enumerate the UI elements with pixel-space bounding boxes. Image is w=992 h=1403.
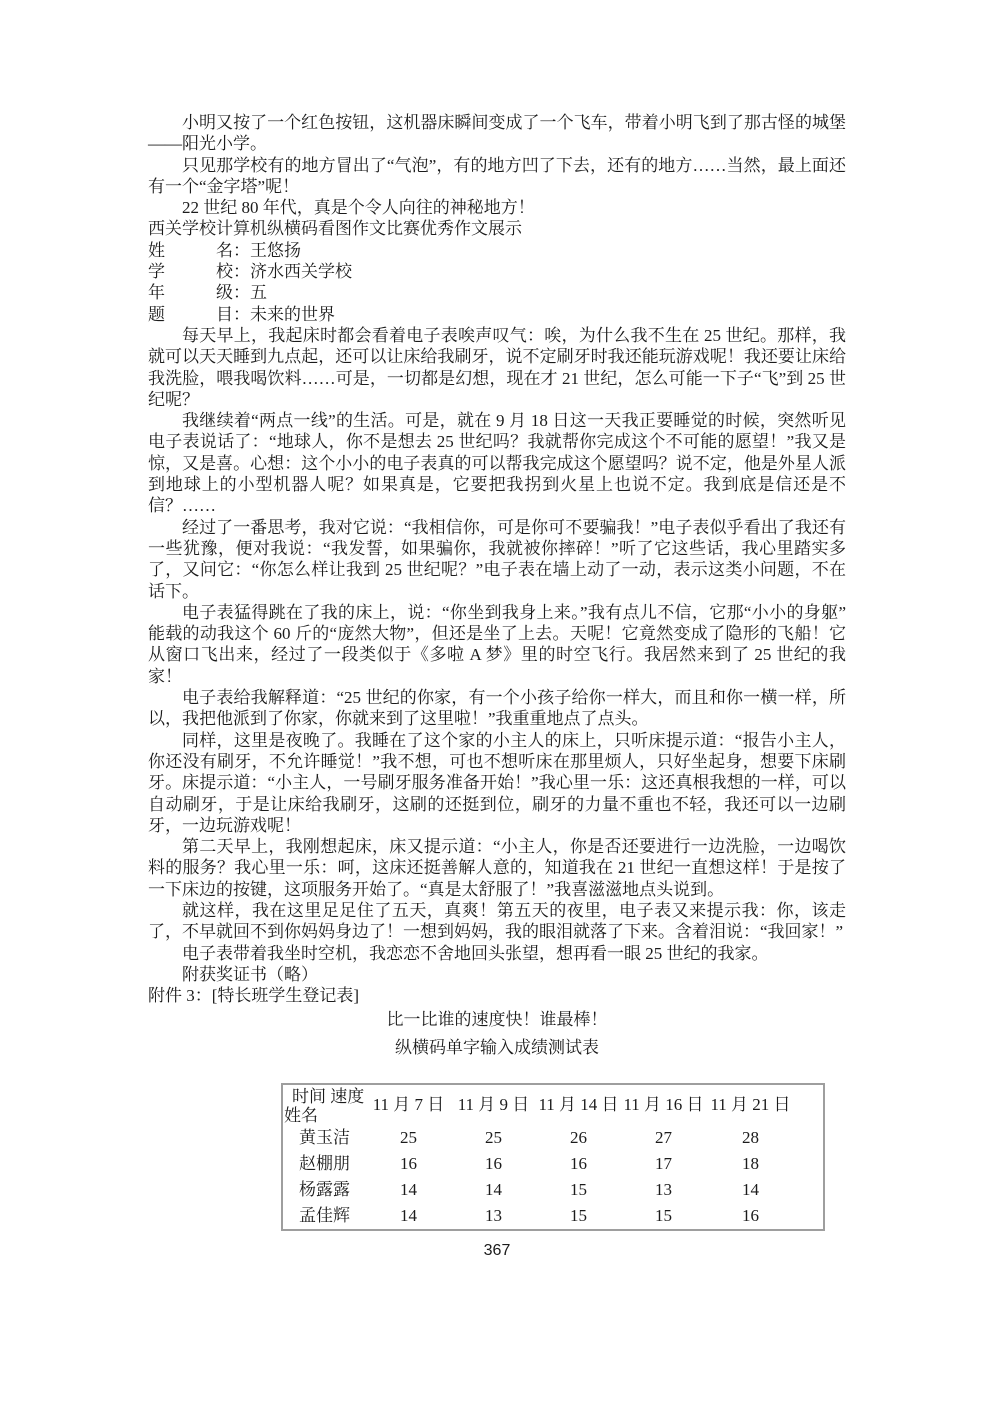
date-column-header: 11 月 21 日 — [710, 1095, 791, 1115]
showcase-title-line: 西关学校计算机纵横码看图作文比赛优秀作文展示 — [148, 219, 522, 239]
score-cell: 16 — [742, 1206, 759, 1226]
essay-paragraph: 经过了一番思考，我对它说：“我相信你，可是你可不要骗我！”电子表似乎看出了我还有一些犹豫，便对我说：“我发誓，如果骗你，我就被你摔碎！”听了它这些话，我心里踏实多了，又问它：“你怎么样让我到 25 世纪呢？”电子表在墙上动了一动，表示这类小问题，不在话下。 — [148, 517, 846, 601]
document-content — [148, 112, 846, 1261]
essay-paragraph: 电子表给我解释道：“25 世纪的你家，有一个小孩子给你一样大，而且和你一横一样，所以，我把他派到了你家，你就来到了这里啦！”我重重地点了点头。 — [148, 688, 846, 729]
score-cell: 27 — [655, 1128, 672, 1148]
essay-paragraph: 电子表带着我坐时空机，我恋恋不舍地回头张望，想再看一眼 25 世纪的我家。 — [182, 943, 769, 963]
student-name-cell: 杨露露 — [299, 1180, 350, 1200]
essay-paragraph: 每天早上，我起床时都会看着电子表唉声叹气：唉，为什么我不生在 25 世纪。那样，我就可以天天睡到九点起，还可以让床给我刷牙，说不定刷牙时我还能玩游戏呢！我还要让床给我洗脸，喂我喝饮料……可是，一切都是幻想，现在才 21 世纪，怎么可能一下子“飞”到 25 世纪呢？ — [148, 325, 846, 409]
essay-paragraph: 我继续着“两点一线”的生活。可是，就在 9 月 18 日这一天我正要睡觉的时候，突然听见电子表说话了：“地球人，你不是想去 25 世纪吗？我就帮你完成这个不可能的愿望！”我又是惊，又是喜。心想：这个小小的电子表真的可以帮我完成这个愿望吗？说不定，他是外星人派到地球上的小型机器人呢？如果真是，它要把我拐到火星上也说不定。我到底是信还是不信？…… — [148, 411, 846, 516]
score-cell: 15 — [570, 1206, 587, 1226]
student-name-cell: 孟佳辉 — [299, 1206, 350, 1226]
score-cell: 16 — [570, 1154, 587, 1174]
meta-line-grade: 年 级：五 — [148, 283, 267, 303]
meta-line-name: 姓 名：王悠扬 — [148, 240, 301, 260]
score-cell: 13 — [655, 1180, 672, 1200]
page-number: 367 — [483, 1242, 511, 1260]
speed-contest-slogan: 比一比谁的速度快！谁最棒！ — [386, 1010, 608, 1030]
essay-paragraph: 小明又按了一个红色按钮，这机器床瞬间变成了一个飞车，带着小明飞到了那古怪的城堡——阳光小学。 — [148, 113, 846, 154]
score-table-header-row — [282, 1084, 824, 1125]
essay-paragraph: 同样，这里是夜晚了。我睡在了这个家的小主人的床上，只听床提示道：“报告小主人，你还没有刷牙，不允许睡觉！”我不想，可也不想听床在那里烦人，只好坐起身，想要下床刷牙。床提示道：“小主人，一号刷牙服务准备开始！”我心里一乐：这还真根我想的一样，可以自动刷牙，于是让床给我刷牙，这刷的还挺到位，刷牙的力量不重也不轻，我还可以一边刷牙，一边玩游戏呢！ — [148, 730, 846, 835]
corner-header-cell — [282, 1084, 366, 1125]
date-column-header: 11 月 7 日 — [372, 1095, 445, 1115]
score-cell: 14 — [742, 1180, 759, 1200]
score-cell: 25 — [485, 1128, 502, 1148]
student-name-cell: 黄玉洁 — [299, 1128, 350, 1148]
score-cell: 28 — [742, 1128, 759, 1148]
score-cell: 14 — [400, 1206, 417, 1226]
score-cell: 17 — [655, 1154, 672, 1174]
score-table — [281, 1083, 825, 1231]
corner-header-time-speed: 时间 速度 — [292, 1087, 365, 1107]
table-row — [282, 1203, 824, 1230]
score-cell: 13 — [485, 1206, 502, 1226]
score-cell: 14 — [485, 1180, 502, 1200]
attachment3-line: 附件 3：[特长班学生登记表] — [148, 986, 360, 1006]
date-column-header: 11 月 9 日 — [457, 1095, 530, 1115]
score-table-title: 纵横码单字输入成绩测试表 — [395, 1037, 599, 1057]
meta-line-topic: 题 目：未来的世界 — [148, 304, 335, 324]
essay-paragraph: 22 世纪 80 年代，真是个令人向往的神秘地方！ — [182, 198, 535, 218]
score-cell: 15 — [655, 1206, 672, 1226]
student-name-cell: 赵棚朋 — [299, 1154, 350, 1174]
score-cell: 15 — [570, 1180, 587, 1200]
score-cell: 18 — [742, 1154, 759, 1174]
corner-header-name: 姓名 — [284, 1106, 318, 1126]
score-cell: 16 — [485, 1154, 502, 1174]
score-cell: 25 — [400, 1128, 417, 1148]
meta-line-school: 学 校：济水西关学校 — [148, 262, 352, 282]
table-row — [282, 1151, 824, 1177]
date-column-header: 11 月 16 日 — [623, 1095, 704, 1115]
score-cell: 16 — [400, 1154, 417, 1174]
essay-paragraph: 就这样，我在这里足足住了五天，真爽！第五天的夜里，电子表又来提示我：你，该走了，不早就回不到你妈妈身边了！一想到妈妈，我的眼泪就落了下来。含着泪说：“我回家！” — [148, 900, 846, 942]
essay-paragraph: 第二天早上，我刚想起床，床又提示道：“小主人，你是否还要进行一边洗脸，一边喝饮料的服务？我心里一乐：呵，这床还挺善解人意的，知道我在 21 世纪一直想这样！于是按了一下床边的按键，这项服务开始了。“真是太舒服了！”我喜滋滋地点头说到。 — [148, 837, 846, 899]
essay-paragraph: 电子表猛得跳在了我的床上，说：“你坐到我身上来。”我有点儿不信，它那“小小的身躯”能载的动我这个 60 斤的“庞然大物”，但还是坐了上去。天呢！它竟然变成了隐形的飞船！它从窗口飞出来，经过了一段类似于《多啦 A 梦》里的时空飞行。我居然来到了 25 世纪的我家！ — [148, 602, 846, 686]
table-row — [282, 1125, 824, 1151]
table-row — [282, 1177, 824, 1203]
award-note-line: 附获奖证书（略） — [182, 964, 318, 984]
score-cell: 14 — [400, 1180, 417, 1200]
date-column-header: 11 月 14 日 — [538, 1095, 619, 1115]
essay-paragraph: 只见那学校有的地方冒出了“气泡”，有的地方凹了下去，还有的地方……当然，最上面还有一个“金字塔”呢！ — [148, 155, 846, 196]
score-cell: 26 — [570, 1128, 587, 1148]
